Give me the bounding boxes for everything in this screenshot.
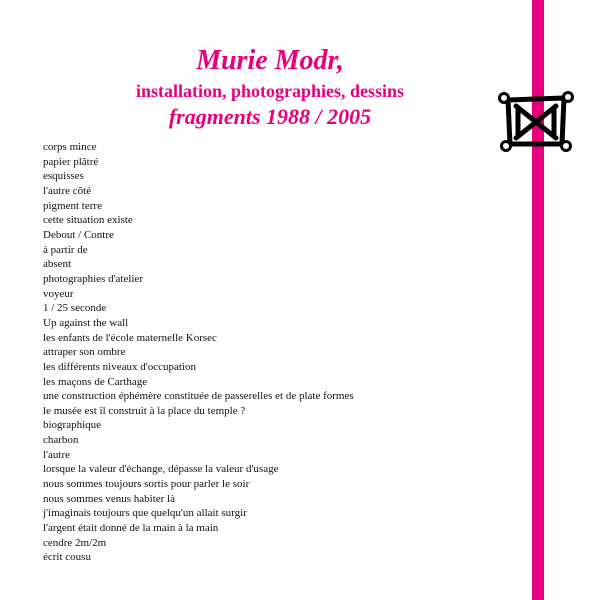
fragment-item: absent <box>43 258 72 271</box>
crossed-square-logo-icon <box>494 86 580 156</box>
fragment-item: Debout / Contre <box>43 228 114 241</box>
fragment-item: à partir de <box>43 243 88 256</box>
fragment-item: l'autre <box>43 448 71 461</box>
fragment-item: lorsque la valeur d'échange, dépasse la valeur d'usage <box>43 463 279 476</box>
fragment-item: l'argent était donné de la main à la main <box>43 522 219 535</box>
fragment-item: esquisses <box>43 170 84 183</box>
fragment-item: cette situation existe <box>43 214 133 227</box>
fragment-item: Up against the wall <box>43 316 129 329</box>
fragment-item: le musée est il construit à la place du temple ? <box>43 404 246 417</box>
fragment-item: l'autre côté <box>43 184 92 197</box>
fragment-item: une construction éphémère constituée de passerelles et de plate formes <box>43 390 354 403</box>
fragment-item: les enfants de l'école maternelle Korsec <box>43 331 217 344</box>
fragment-item: les maçons de Carthage <box>43 375 148 388</box>
fragment-item: écrit cousu <box>43 551 91 564</box>
fragment-item: photographies d'atelier <box>43 272 144 285</box>
page-title: Murie Modr, <box>196 45 344 76</box>
fragment-list <box>43 140 354 565</box>
fragment-item: corps mince <box>43 141 97 153</box>
fragment-item: cendre 2m/2m <box>43 536 107 549</box>
fragment-item: j'imaginais toujours que quelqu'un allait surgir <box>43 507 247 520</box>
fragment-item: 1 / 25 seconde <box>43 302 107 315</box>
fragment-item: papier plâtré <box>43 155 99 168</box>
fragment-item: nous sommes venus habiter là <box>43 492 175 505</box>
fragment-item: attraper son ombre <box>43 346 126 359</box>
fragment-item: charbon <box>43 434 79 447</box>
page-dates: fragments 1988 / 2005 <box>168 104 372 129</box>
fragment-item: voyeur <box>43 287 74 300</box>
fragment-item: les différents niveaux d'occupation <box>43 360 196 373</box>
fragment-item: pigment terre <box>43 199 102 212</box>
page-subtitle: installation, photographies, dessins <box>135 81 405 101</box>
title-block <box>95 44 445 130</box>
fragment-item: nous sommes toujours sortis pour parler le soir <box>43 478 250 491</box>
fragment-item: biographique <box>43 419 102 432</box>
